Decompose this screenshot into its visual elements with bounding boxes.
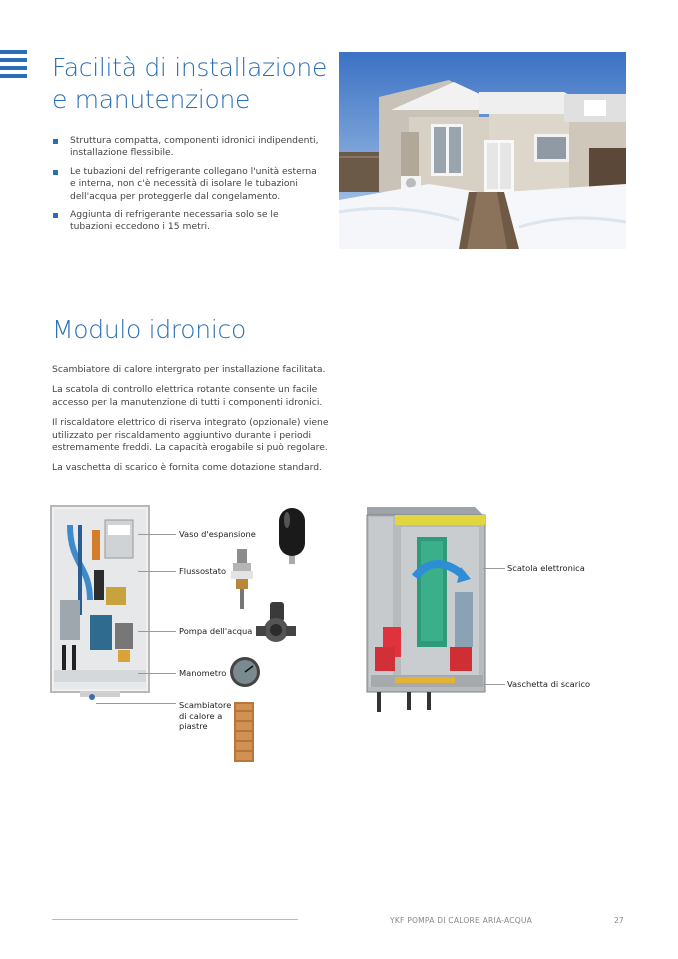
- footer-divider: [52, 919, 298, 920]
- paragraph: Il riscaldatore elettrico di riserva integrato (opzionale) viene utilizzato per riscaldamento aggiuntivo durante i periodi estremamente freddi. La capacità erogabile si può regolare.: [52, 417, 329, 454]
- section-title-installation: Facilità di installazione e manutenzione: [52, 53, 328, 114]
- list-item: Struttura compatta, componenti idronici indipendenti, installazione flessibile.: [52, 135, 322, 160]
- footer-title: YKF POMPA DI CALORE ARIA-ACQUA: [390, 916, 533, 925]
- bullet-square-icon: [53, 170, 58, 175]
- leader-line: [96, 703, 176, 704]
- label-plate-heat-exchanger: Scambiatore di calore a piastre: [179, 700, 232, 731]
- paragraph: La scatola di controllo elettrica rotante consente un facile accesso per la manutenzione di tutti i componenti idronici.: [52, 384, 323, 408]
- water-pump-illustration: [256, 602, 296, 652]
- paragraph: La vaschetta di scarico è fornita come dotazione standard.: [52, 462, 323, 474]
- label-flow-switch: Flussostato: [179, 566, 227, 576]
- list-item: Aggiunta di refrigerante necessaria solo se le tubazioni eccedono i 15 metri.: [52, 209, 322, 234]
- leader-line: [138, 673, 176, 674]
- hydronic-description: [52, 364, 342, 483]
- page-number: 27: [614, 916, 624, 925]
- leader-line: [483, 568, 505, 569]
- plate-heat-exchanger-illustration: [233, 701, 255, 767]
- installation-bullet-list: [52, 135, 322, 240]
- leader-line: [138, 534, 176, 535]
- flow-switch-illustration: [229, 549, 255, 613]
- bullet-square-icon: [53, 139, 58, 144]
- house-snow-photo: [339, 52, 626, 249]
- section-title-hydronic: Modulo idronico: [52, 315, 246, 344]
- bullet-square-icon: [53, 213, 58, 218]
- pressure-gauge-illustration: [229, 656, 261, 692]
- leader-line: [483, 684, 505, 685]
- expansion-vessel-illustration: [277, 506, 307, 570]
- label-expansion-vessel: Vaso d'espansione: [179, 529, 256, 539]
- menu-icon[interactable]: [0, 50, 27, 82]
- label-pressure-gauge: Manometro: [179, 668, 227, 678]
- label-drain-tray: Vaschetta di scarico: [507, 679, 591, 689]
- list-item: Le tubazioni del refrigerante collegano l'unità esterna e interna, non c'è necessità di isolare le tubazioni dell'acqua per proteggerle dal congelamento.: [52, 166, 322, 203]
- leader-line: [138, 571, 176, 572]
- hydronic-unit-illustration: [50, 505, 150, 705]
- unit-cutaway-illustration: [355, 497, 495, 719]
- paragraph: Scambiatore di calore intergrato per installazione facilitata.: [52, 364, 326, 375]
- label-electronic-box: Scatola elettronica: [507, 563, 585, 573]
- leader-line: [138, 631, 176, 632]
- label-water-pump: Pompa dell'acqua: [179, 626, 253, 636]
